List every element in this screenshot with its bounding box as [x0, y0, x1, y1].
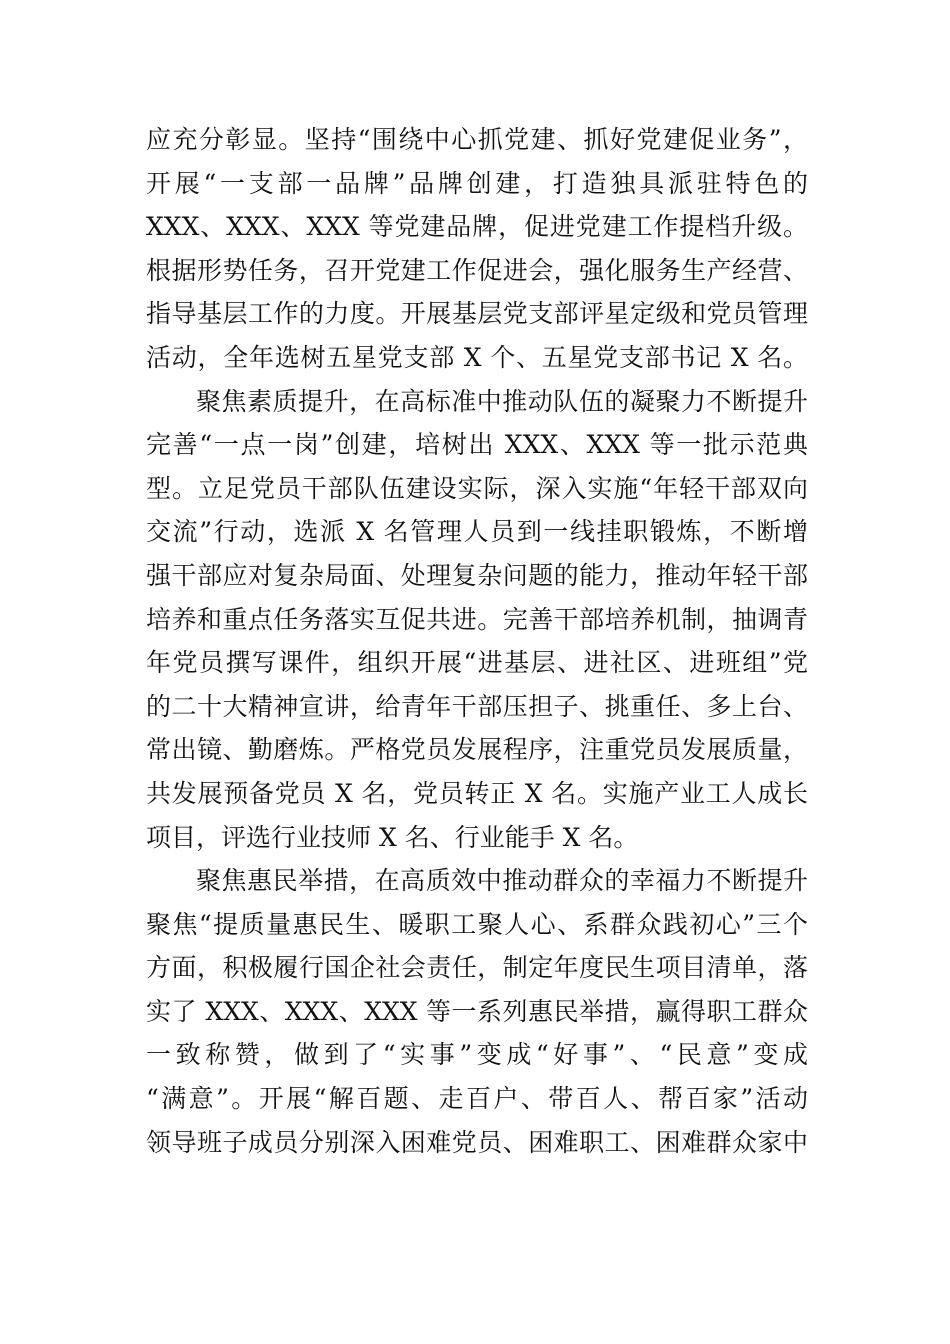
text-line: 指导基层工作的力度。开展基层党支部评星定级和党员管理 [146, 299, 808, 329]
text-line: 强干部应对复杂局面、处理复杂问题的能力，推动年轻干部 [146, 560, 808, 590]
text-line: XXX、XXX、XXX 等党建品牌，促进党建工作提档升级。 [146, 212, 808, 242]
text-line: 培养和重点任务落实互促共进。完善干部培养机制，抽调青 [146, 604, 808, 634]
text-line: 领导班子成员分别深入困难党员、困难职工、困难群众家中 [146, 1127, 808, 1157]
text-line: 常出镜、勤磨炼。严格党员发展程序，注重党员发展质量， [146, 735, 808, 765]
text-line: 项目，评选行业技师 X 名、行业能手 X 名。 [146, 822, 639, 852]
text-line: 交流”行动，选派 X 名管理人员到一线挂职锻炼，不断增 [146, 517, 808, 547]
paragraph-heading: 聚焦惠民举措，在高质效中推动群众的幸福力不断提升 [196, 866, 808, 896]
text-line: 应充分彰显。坚持“围绕中心抓党建、抓好党建促业务”， [146, 125, 808, 154]
text-line: 的二十大精神宣讲，给青年干部压担子、挑重任、多上台、 [146, 691, 808, 721]
text-line: “满意”。开展“解百题、走百户、带百人、帮百家”活动 [146, 1084, 808, 1114]
text-line: 一致称赞，做到了“实事”变成“好事”、“民意”变成 [146, 1040, 808, 1070]
text-line: 共发展预备党员 X 名，党员转正 X 名。实施产业工人成长 [146, 778, 808, 808]
text-line: 活动，全年选树五星党支部 X 个、五星党支部书记 X 名。 [146, 342, 808, 372]
text-line: 年党员撰写课件，组织开展“进基层、进社区、进班组”党 [146, 648, 808, 678]
text-line: 完善“一点一岗”创建，培树出 XXX、XXX 等一批示范典 [146, 430, 808, 460]
text-line: 聚焦“提质量惠民生、暖职工聚人心、系群众践初心”三个 [146, 909, 808, 939]
text-line: 方面，积极履行国企社会责任，制定年度民生项目清单，落 [146, 953, 808, 983]
text-line: 型。立足党员干部队伍建设实际，深入实施“年轻干部双向 [146, 473, 808, 503]
text-line: 根据形势任务，召开党建工作促进会，强化服务生产经营、 [146, 255, 808, 285]
text-line: 开展“一支部一品牌”品牌创建，打造独具派驻特色的 [146, 168, 808, 198]
document-body [146, 118, 808, 1164]
paragraph-heading: 聚焦素质提升，在高标准中推动队伍的凝聚力不断提升 [196, 386, 808, 416]
text-line: 实了 XXX、XXX、XXX 等一系列惠民举措，赢得职工群众 [146, 996, 808, 1026]
